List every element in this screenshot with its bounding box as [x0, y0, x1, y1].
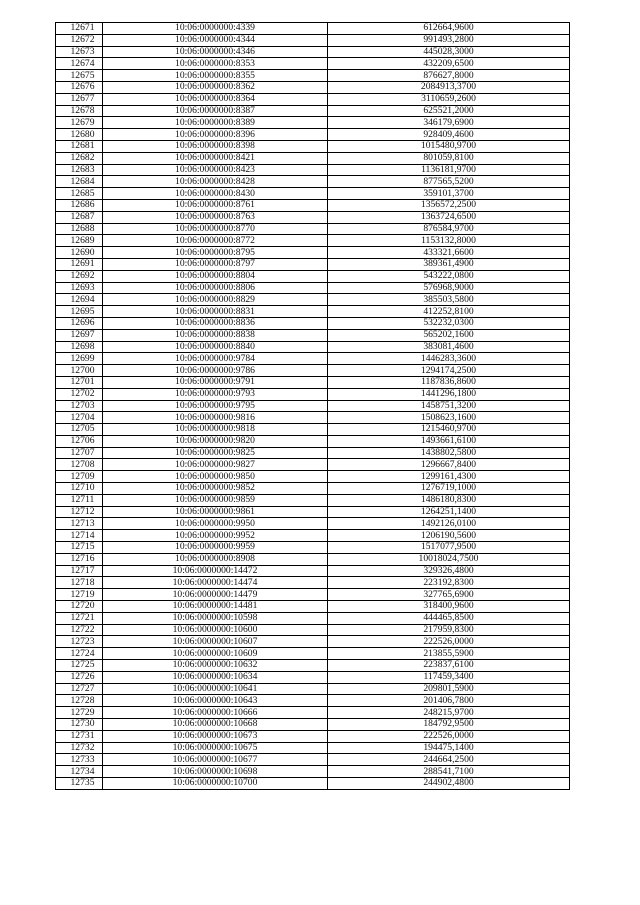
table-row — [56, 235, 570, 247]
table-row — [56, 306, 570, 318]
value-cell: 329326,4800 — [328, 565, 570, 577]
row-number-cell: 12721 — [56, 612, 103, 624]
row-number-cell: 12709 — [56, 471, 103, 483]
table-row — [56, 542, 570, 554]
table-row — [56, 70, 570, 82]
cadastral-number-cell: 10:06:0000000:8353 — [103, 58, 328, 70]
cadastral-number-cell: 10:06:0000000:10598 — [103, 612, 328, 624]
row-number-cell: 12725 — [56, 660, 103, 672]
cadastral-number-cell: 10:06:0000000:8389 — [103, 117, 328, 129]
value-cell: 194475,1400 — [328, 742, 570, 754]
table-row — [56, 34, 570, 46]
table-row — [56, 459, 570, 471]
table-row — [56, 730, 570, 742]
row-number-cell: 12677 — [56, 93, 103, 105]
cadastral-number-cell: 10:06:0000000:10609 — [103, 648, 328, 660]
row-number-cell: 12715 — [56, 542, 103, 554]
cadastral-number-cell: 10:06:0000000:14472 — [103, 565, 328, 577]
cadastral-number-cell: 10:06:0000000:8770 — [103, 223, 328, 235]
value-cell: 244902,4800 — [328, 778, 570, 790]
table-row — [56, 660, 570, 672]
row-number-cell: 12680 — [56, 129, 103, 141]
cadastral-number-cell: 10:06:0000000:8908 — [103, 553, 328, 565]
value-cell: 876584,9700 — [328, 223, 570, 235]
cadastral-number-cell: 10:06:0000000:10700 — [103, 778, 328, 790]
cadastral-number-cell: 10:06:0000000:14474 — [103, 577, 328, 589]
cadastral-number-cell: 10:06:0000000:8430 — [103, 188, 328, 200]
cadastral-number-cell: 10:06:0000000:9952 — [103, 530, 328, 542]
row-number-cell: 12707 — [56, 447, 103, 459]
row-number-cell: 12716 — [56, 553, 103, 565]
row-number-cell: 12698 — [56, 341, 103, 353]
row-number-cell: 12672 — [56, 34, 103, 46]
value-cell: 223837,6100 — [328, 660, 570, 672]
value-cell: 1517077,9500 — [328, 542, 570, 554]
cadastral-number-cell: 10:06:0000000:9786 — [103, 365, 328, 377]
cadastral-number-cell: 10:06:0000000:8838 — [103, 329, 328, 341]
cadastral-number-cell: 10:06:0000000:9820 — [103, 435, 328, 447]
row-number-cell: 12692 — [56, 270, 103, 282]
row-number-cell: 12729 — [56, 707, 103, 719]
table-row — [56, 612, 570, 624]
table-row — [56, 270, 570, 282]
table-row — [56, 601, 570, 613]
table-row — [56, 211, 570, 223]
row-number-cell: 12686 — [56, 199, 103, 211]
cadastral-number-cell: 10:06:0000000:10632 — [103, 660, 328, 672]
cadastral-number-cell: 10:06:0000000:8829 — [103, 294, 328, 306]
row-number-cell: 12674 — [56, 58, 103, 70]
value-cell: 1187836,8600 — [328, 376, 570, 388]
row-number-cell: 12704 — [56, 412, 103, 424]
row-number-cell: 12679 — [56, 117, 103, 129]
cadastral-number-cell: 10:06:0000000:9818 — [103, 424, 328, 436]
value-cell: 222526,0000 — [328, 730, 570, 742]
row-number-cell: 12708 — [56, 459, 103, 471]
cadastral-number-cell: 10:06:0000000:10643 — [103, 695, 328, 707]
table-row — [56, 719, 570, 731]
value-cell: 1206190,5600 — [328, 530, 570, 542]
value-cell: 445028,3000 — [328, 46, 570, 58]
table-row — [56, 129, 570, 141]
cadastral-value-table — [55, 22, 570, 790]
table-row — [56, 577, 570, 589]
table-row — [56, 506, 570, 518]
value-cell: 1296667,8400 — [328, 459, 570, 471]
row-number-cell: 12693 — [56, 282, 103, 294]
value-cell: 1492126,0100 — [328, 518, 570, 530]
cadastral-number-cell: 10:06:0000000:9852 — [103, 483, 328, 495]
table-row — [56, 105, 570, 117]
table-row — [56, 589, 570, 601]
cadastral-number-cell: 10:06:0000000:8761 — [103, 199, 328, 211]
row-number-cell: 12705 — [56, 424, 103, 436]
cadastral-number-cell: 10:06:0000000:8836 — [103, 317, 328, 329]
cadastral-number-cell: 10:06:0000000:8797 — [103, 258, 328, 270]
table-row — [56, 435, 570, 447]
row-number-cell: 12735 — [56, 778, 103, 790]
cadastral-number-cell: 10:06:0000000:9825 — [103, 447, 328, 459]
value-cell: 1508623,1600 — [328, 412, 570, 424]
value-cell: 877565,5200 — [328, 176, 570, 188]
value-cell: 3110659,2600 — [328, 93, 570, 105]
row-number-cell: 12732 — [56, 742, 103, 754]
cadastral-number-cell: 10:06:0000000:8387 — [103, 105, 328, 117]
row-number-cell: 12722 — [56, 624, 103, 636]
cadastral-number-cell: 10:06:0000000:9816 — [103, 412, 328, 424]
row-number-cell: 12700 — [56, 365, 103, 377]
value-cell: 184792,9500 — [328, 719, 570, 731]
table-row — [56, 282, 570, 294]
table-row — [56, 199, 570, 211]
row-number-cell: 12687 — [56, 211, 103, 223]
cadastral-number-cell: 10:06:0000000:10634 — [103, 671, 328, 683]
value-cell: 1493661,6100 — [328, 435, 570, 447]
table-row — [56, 81, 570, 93]
row-number-cell: 12711 — [56, 494, 103, 506]
cadastral-number-cell: 10:06:0000000:10675 — [103, 742, 328, 754]
value-cell: 532232,0300 — [328, 317, 570, 329]
table-row — [56, 636, 570, 648]
value-cell: 928409,4600 — [328, 129, 570, 141]
cadastral-number-cell: 10:06:0000000:8772 — [103, 235, 328, 247]
row-number-cell: 12690 — [56, 247, 103, 259]
cadastral-number-cell: 10:06:0000000:8362 — [103, 81, 328, 93]
value-cell: 117459,3400 — [328, 671, 570, 683]
cadastral-number-cell: 10:06:0000000:4339 — [103, 23, 328, 35]
row-number-cell: 12720 — [56, 601, 103, 613]
cadastral-number-cell: 10:06:0000000:8428 — [103, 176, 328, 188]
value-cell: 385503,5800 — [328, 294, 570, 306]
row-number-cell: 12710 — [56, 483, 103, 495]
table-row — [56, 742, 570, 754]
table-row — [56, 447, 570, 459]
value-cell: 576968,9000 — [328, 282, 570, 294]
value-cell: 201406,7800 — [328, 695, 570, 707]
value-cell: 209801,5900 — [328, 683, 570, 695]
cadastral-number-cell: 10:06:0000000:8806 — [103, 282, 328, 294]
table-row — [56, 341, 570, 353]
value-cell: 327765,6900 — [328, 589, 570, 601]
row-number-cell: 12685 — [56, 188, 103, 200]
table-row — [56, 754, 570, 766]
row-number-cell: 12730 — [56, 719, 103, 731]
row-number-cell: 12718 — [56, 577, 103, 589]
table-row — [56, 424, 570, 436]
cadastral-number-cell: 10:06:0000000:8840 — [103, 341, 328, 353]
row-number-cell: 12703 — [56, 400, 103, 412]
table-row — [56, 494, 570, 506]
table-row — [56, 671, 570, 683]
value-cell: 213855,5900 — [328, 648, 570, 660]
cadastral-number-cell: 10:06:0000000:14479 — [103, 589, 328, 601]
cadastral-number-cell: 10:06:0000000:9859 — [103, 494, 328, 506]
row-number-cell: 12676 — [56, 81, 103, 93]
table-row — [56, 353, 570, 365]
cadastral-number-cell: 10:06:0000000:10666 — [103, 707, 328, 719]
value-cell: 991493,2800 — [328, 34, 570, 46]
table-row — [56, 530, 570, 542]
table-row — [56, 188, 570, 200]
table-row — [56, 117, 570, 129]
value-cell: 1153132,8000 — [328, 235, 570, 247]
cadastral-number-cell: 10:06:0000000:10677 — [103, 754, 328, 766]
cadastral-number-cell: 10:06:0000000:9791 — [103, 376, 328, 388]
value-cell: 222526,0000 — [328, 636, 570, 648]
table-row — [56, 294, 570, 306]
cadastral-number-cell: 10:06:0000000:9959 — [103, 542, 328, 554]
value-cell: 612664,9600 — [328, 23, 570, 35]
row-number-cell: 12706 — [56, 435, 103, 447]
table-row — [56, 648, 570, 660]
table-row — [56, 766, 570, 778]
row-number-cell: 12684 — [56, 176, 103, 188]
cadastral-number-cell: 10:06:0000000:8355 — [103, 70, 328, 82]
cadastral-number-cell: 10:06:0000000:9795 — [103, 400, 328, 412]
row-number-cell: 12713 — [56, 518, 103, 530]
cadastral-number-cell: 10:06:0000000:10698 — [103, 766, 328, 778]
value-cell: 876627,8000 — [328, 70, 570, 82]
row-number-cell: 12691 — [56, 258, 103, 270]
row-number-cell: 12701 — [56, 376, 103, 388]
table-row — [56, 317, 570, 329]
value-cell: 1215460,9700 — [328, 424, 570, 436]
cadastral-number-cell: 10:06:0000000:8364 — [103, 93, 328, 105]
cadastral-number-cell: 10:06:0000000:9861 — [103, 506, 328, 518]
table-row — [56, 152, 570, 164]
value-cell: 1264251,1400 — [328, 506, 570, 518]
row-number-cell: 12731 — [56, 730, 103, 742]
row-number-cell: 12678 — [56, 105, 103, 117]
cadastral-number-cell: 10:06:0000000:10673 — [103, 730, 328, 742]
table-body — [56, 23, 570, 790]
cadastral-number-cell: 10:06:0000000:9950 — [103, 518, 328, 530]
row-number-cell: 12694 — [56, 294, 103, 306]
cadastral-number-cell: 10:06:0000000:9793 — [103, 388, 328, 400]
table-row — [56, 483, 570, 495]
table-row — [56, 388, 570, 400]
row-number-cell: 12728 — [56, 695, 103, 707]
row-number-cell: 12681 — [56, 140, 103, 152]
cadastral-number-cell: 10:06:0000000:9850 — [103, 471, 328, 483]
table-row — [56, 365, 570, 377]
row-number-cell: 12696 — [56, 317, 103, 329]
cadastral-number-cell: 10:06:0000000:10668 — [103, 719, 328, 731]
table-row — [56, 46, 570, 58]
value-cell: 444465,8500 — [328, 612, 570, 624]
row-number-cell: 12723 — [56, 636, 103, 648]
table-row — [56, 223, 570, 235]
table-row — [56, 518, 570, 530]
table-row — [56, 553, 570, 565]
value-cell: 543222,0800 — [328, 270, 570, 282]
value-cell: 346179,6900 — [328, 117, 570, 129]
row-number-cell: 12697 — [56, 329, 103, 341]
cadastral-number-cell: 10:06:0000000:9827 — [103, 459, 328, 471]
value-cell: 1363724,6500 — [328, 211, 570, 223]
cadastral-number-cell: 10:06:0000000:8804 — [103, 270, 328, 282]
table-row — [56, 624, 570, 636]
value-cell: 1486180,8300 — [328, 494, 570, 506]
value-cell: 565202,1600 — [328, 329, 570, 341]
value-cell: 433321,6600 — [328, 247, 570, 259]
value-cell: 389361,4900 — [328, 258, 570, 270]
row-number-cell: 12727 — [56, 683, 103, 695]
value-cell: 432209,6500 — [328, 58, 570, 70]
value-cell: 1356572,2500 — [328, 199, 570, 211]
table-row — [56, 258, 570, 270]
table-row — [56, 412, 570, 424]
value-cell: 1015480,9700 — [328, 140, 570, 152]
value-cell: 223192,8300 — [328, 577, 570, 589]
value-cell: 1438802,5800 — [328, 447, 570, 459]
row-number-cell: 12688 — [56, 223, 103, 235]
value-cell: 359101,3700 — [328, 188, 570, 200]
row-number-cell: 12724 — [56, 648, 103, 660]
table-row — [56, 164, 570, 176]
table-row — [56, 247, 570, 259]
cadastral-number-cell: 10:06:0000000:8423 — [103, 164, 328, 176]
value-cell: 383081,4600 — [328, 341, 570, 353]
table-row — [56, 140, 570, 152]
table-row — [56, 707, 570, 719]
value-cell: 288541,7100 — [328, 766, 570, 778]
cadastral-number-cell: 10:06:0000000:8831 — [103, 306, 328, 318]
table-row — [56, 778, 570, 790]
table-row — [56, 329, 570, 341]
row-number-cell: 12695 — [56, 306, 103, 318]
value-cell: 1299161,4300 — [328, 471, 570, 483]
row-number-cell: 12717 — [56, 565, 103, 577]
row-number-cell: 12675 — [56, 70, 103, 82]
row-number-cell: 12712 — [56, 506, 103, 518]
cadastral-number-cell: 10:06:0000000:4344 — [103, 34, 328, 46]
cadastral-number-cell: 10:06:0000000:14481 — [103, 601, 328, 613]
row-number-cell: 12726 — [56, 671, 103, 683]
value-cell: 625521,2000 — [328, 105, 570, 117]
cadastral-number-cell: 10:06:0000000:10607 — [103, 636, 328, 648]
table-row — [56, 471, 570, 483]
cadastral-number-cell: 10:06:0000000:10600 — [103, 624, 328, 636]
cadastral-number-cell: 10:06:0000000:8396 — [103, 129, 328, 141]
table-row — [56, 23, 570, 35]
value-cell: 1294174,2500 — [328, 365, 570, 377]
value-cell: 801059,8100 — [328, 152, 570, 164]
row-number-cell: 12682 — [56, 152, 103, 164]
table-row — [56, 176, 570, 188]
value-cell: 1446283,3600 — [328, 353, 570, 365]
table-row — [56, 376, 570, 388]
cadastral-number-cell: 10:06:0000000:8795 — [103, 247, 328, 259]
table-row — [56, 683, 570, 695]
table-row — [56, 565, 570, 577]
cadastral-number-cell: 10:06:0000000:8421 — [103, 152, 328, 164]
cadastral-number-cell: 10:06:0000000:8398 — [103, 140, 328, 152]
row-number-cell: 12702 — [56, 388, 103, 400]
cadastral-number-cell: 10:06:0000000:9784 — [103, 353, 328, 365]
cadastral-number-cell: 10:06:0000000:8763 — [103, 211, 328, 223]
row-number-cell: 12719 — [56, 589, 103, 601]
cadastral-number-cell: 10:06:0000000:4346 — [103, 46, 328, 58]
value-cell: 2084913,3700 — [328, 81, 570, 93]
value-cell: 318400,9600 — [328, 601, 570, 613]
value-cell: 248215,9700 — [328, 707, 570, 719]
row-number-cell: 12714 — [56, 530, 103, 542]
row-number-cell: 12689 — [56, 235, 103, 247]
value-cell: 217959,8300 — [328, 624, 570, 636]
value-cell: 244664,2500 — [328, 754, 570, 766]
table-row — [56, 58, 570, 70]
row-number-cell: 12734 — [56, 766, 103, 778]
value-cell: 1458751,3200 — [328, 400, 570, 412]
table-row — [56, 93, 570, 105]
row-number-cell: 12699 — [56, 353, 103, 365]
cadastral-number-cell: 10:06:0000000:10641 — [103, 683, 328, 695]
value-cell: 412252,8100 — [328, 306, 570, 318]
row-number-cell: 12683 — [56, 164, 103, 176]
value-cell: 1136181,9700 — [328, 164, 570, 176]
table-row — [56, 695, 570, 707]
row-number-cell: 12673 — [56, 46, 103, 58]
row-number-cell: 12671 — [56, 23, 103, 35]
value-cell: 1276719,1000 — [328, 483, 570, 495]
table-row — [56, 400, 570, 412]
value-cell: 10018024,7500 — [328, 553, 570, 565]
row-number-cell: 12733 — [56, 754, 103, 766]
value-cell: 1441296,1800 — [328, 388, 570, 400]
